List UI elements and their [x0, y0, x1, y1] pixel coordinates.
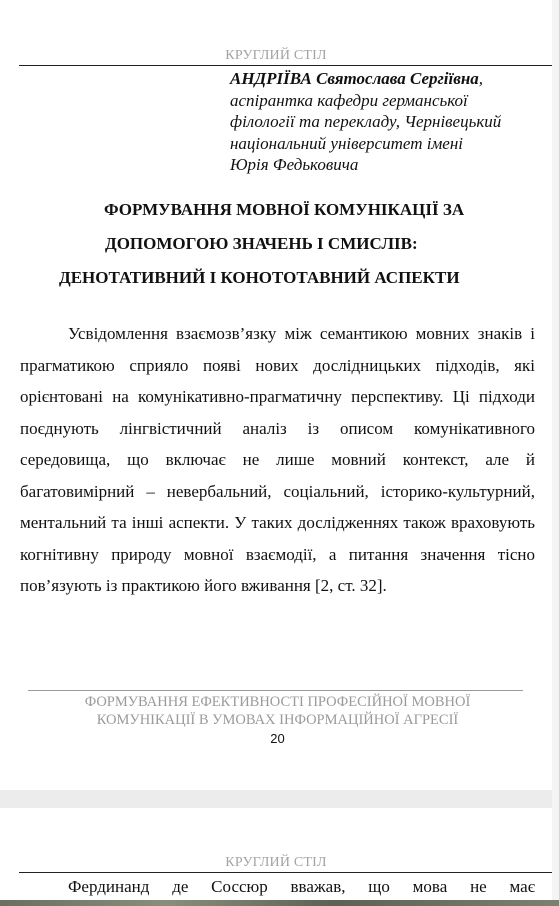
running-head: КРУГЛИЙ СТІЛ	[225, 855, 327, 870]
conference-footer	[20, 693, 535, 729]
title-line: ДЕНОТАТИВНИЙ І КОНОТОТАВНИЙ АСПЕКТИ	[59, 268, 460, 287]
author-affiliation-line: аспірантка кафедри германської	[230, 90, 468, 110]
author-name: АНДРІЇВА Святослава Сергіївна	[230, 69, 479, 88]
author-affiliation-line: філології та перекладу, Чернівецький	[230, 112, 502, 131]
bottom-image-strip	[0, 900, 559, 906]
body-paragraph: Усвідомлення взаємозв’язку між семантикою мовних знаків і прагматикою сприяло появі нових дослідницьких підходів, які орієнтовані на комунікативно-прагматичну перспективу. Ці підходи поєднують лінгвістичний аналіз із описом комунікативного середовища, що включає не лише мовний контекст, але й багатовимірний – невербальний, соціальний, історико-культурний, ментальний та інші аспекти. У таких дослідженнях також враховують когнітивну природу мовної взаємодії, а питання значення тісно пов’язують із практикою його вживання [2, ст. 32].	[20, 324, 535, 595]
running-head: КРУГЛИЙ СТІЛ	[225, 48, 327, 63]
footer-rule	[28, 690, 523, 691]
page-number: 20	[270, 731, 285, 746]
title-line: ДОПОМОГОЮ ЗНАЧЕНЬ І СМИСЛІВ:	[105, 234, 418, 253]
footer-line: ФОРМУВАННЯ ЕФЕКТИВНОСТІ ПРОФЕСІЙНОЇ МОВНОЇ	[84, 694, 471, 710]
page-edge-strip	[552, 0, 559, 906]
author-affiliation-line: Юрія Федьковича	[230, 155, 359, 174]
author-block: АНДРІЇВА Святослава Сергіївна, аспірантка кафедри германської філології та перекладу, Чернівецький національний університет імені Юрія Федьковича	[230, 68, 550, 176]
header-rule	[19, 872, 552, 873]
article-title	[20, 193, 535, 295]
title-line: ФОРМУВАННЯ МОВНОЇ КОМУНІКАЦІЇ ЗА	[104, 200, 465, 219]
author-affiliation-line: національний університет імені	[230, 133, 463, 153]
page2-first-line: Фердинанд де Соссюр вважав, що мова не має	[68, 877, 535, 896]
header-rule	[19, 65, 552, 66]
footer-line: КОМУНІКАЦІЇ В УМОВАХ ІНФОРМАЦІЙНОЇ АГРЕСІЇ	[96, 712, 459, 728]
